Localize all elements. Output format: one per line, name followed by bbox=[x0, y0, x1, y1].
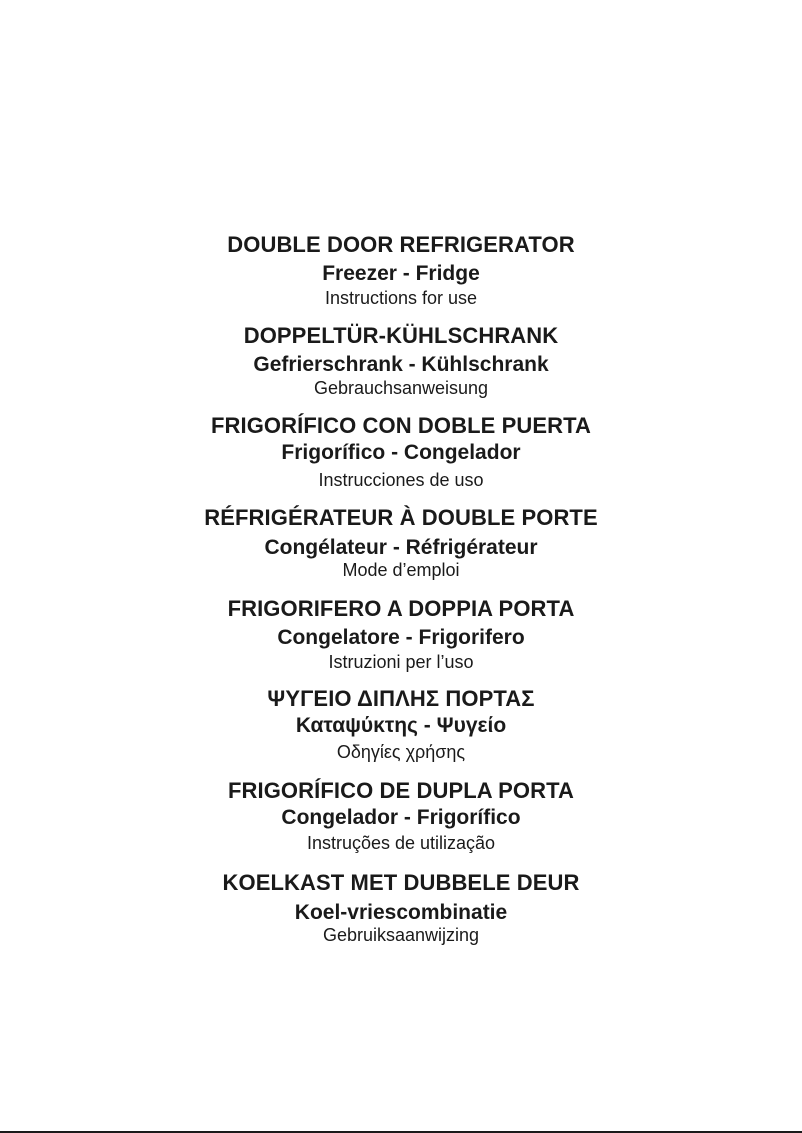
section-subtitle: Congelatore - Frigorifero bbox=[277, 626, 525, 649]
section-title: FRIGORIFERO A DOPPIA PORTA bbox=[227, 596, 575, 621]
section-title: FRIGORÍFICO DE DUPLA PORTA bbox=[227, 778, 575, 803]
section-title: RÉFRIGÉRATEUR À DOUBLE PORTE bbox=[204, 505, 598, 530]
section-description: Instruções de utilização bbox=[306, 833, 496, 853]
section-subtitle: Καταψύκτης - Ψυγείο bbox=[295, 714, 507, 737]
section-description: Gebrauchsanweisung bbox=[313, 378, 489, 398]
section-subtitle: Frigorífico - Congelador bbox=[281, 441, 521, 464]
section-description: Mode d’emploi bbox=[342, 560, 460, 580]
section-subtitle: Gefrierschrank - Kühlschrank bbox=[253, 353, 549, 376]
section-title: DOUBLE DOOR REFRIGERATOR bbox=[227, 232, 575, 257]
section-subtitle: Congélateur - Réfrigérateur bbox=[264, 536, 538, 559]
section-title: DOPPELTÜR-KÜHLSCHRANK bbox=[243, 323, 559, 348]
section-description: Οδηγίες χρήσης bbox=[336, 742, 466, 762]
section-title: KOELKAST MET DUBBELE DEUR bbox=[222, 870, 580, 895]
section-subtitle: Congelador - Frigorífico bbox=[281, 806, 521, 829]
section-subtitle: Koel-vriescombinatie bbox=[294, 901, 508, 924]
section-description: Istruzioni per l’uso bbox=[328, 652, 474, 672]
section-description: Instrucciones de uso bbox=[318, 470, 484, 490]
section-description: Instructions for use bbox=[324, 288, 478, 308]
section-description: Gebruiksaanwijzing bbox=[322, 925, 480, 945]
section-subtitle: Freezer - Fridge bbox=[322, 262, 480, 285]
section-title: ΨΥΓΕΙΟ ΔΙΠΛΗΣ ΠΟΡΤΑΣ bbox=[267, 686, 535, 711]
section-title: FRIGORÍFICO CON DOBLE PUERTA bbox=[210, 413, 592, 438]
